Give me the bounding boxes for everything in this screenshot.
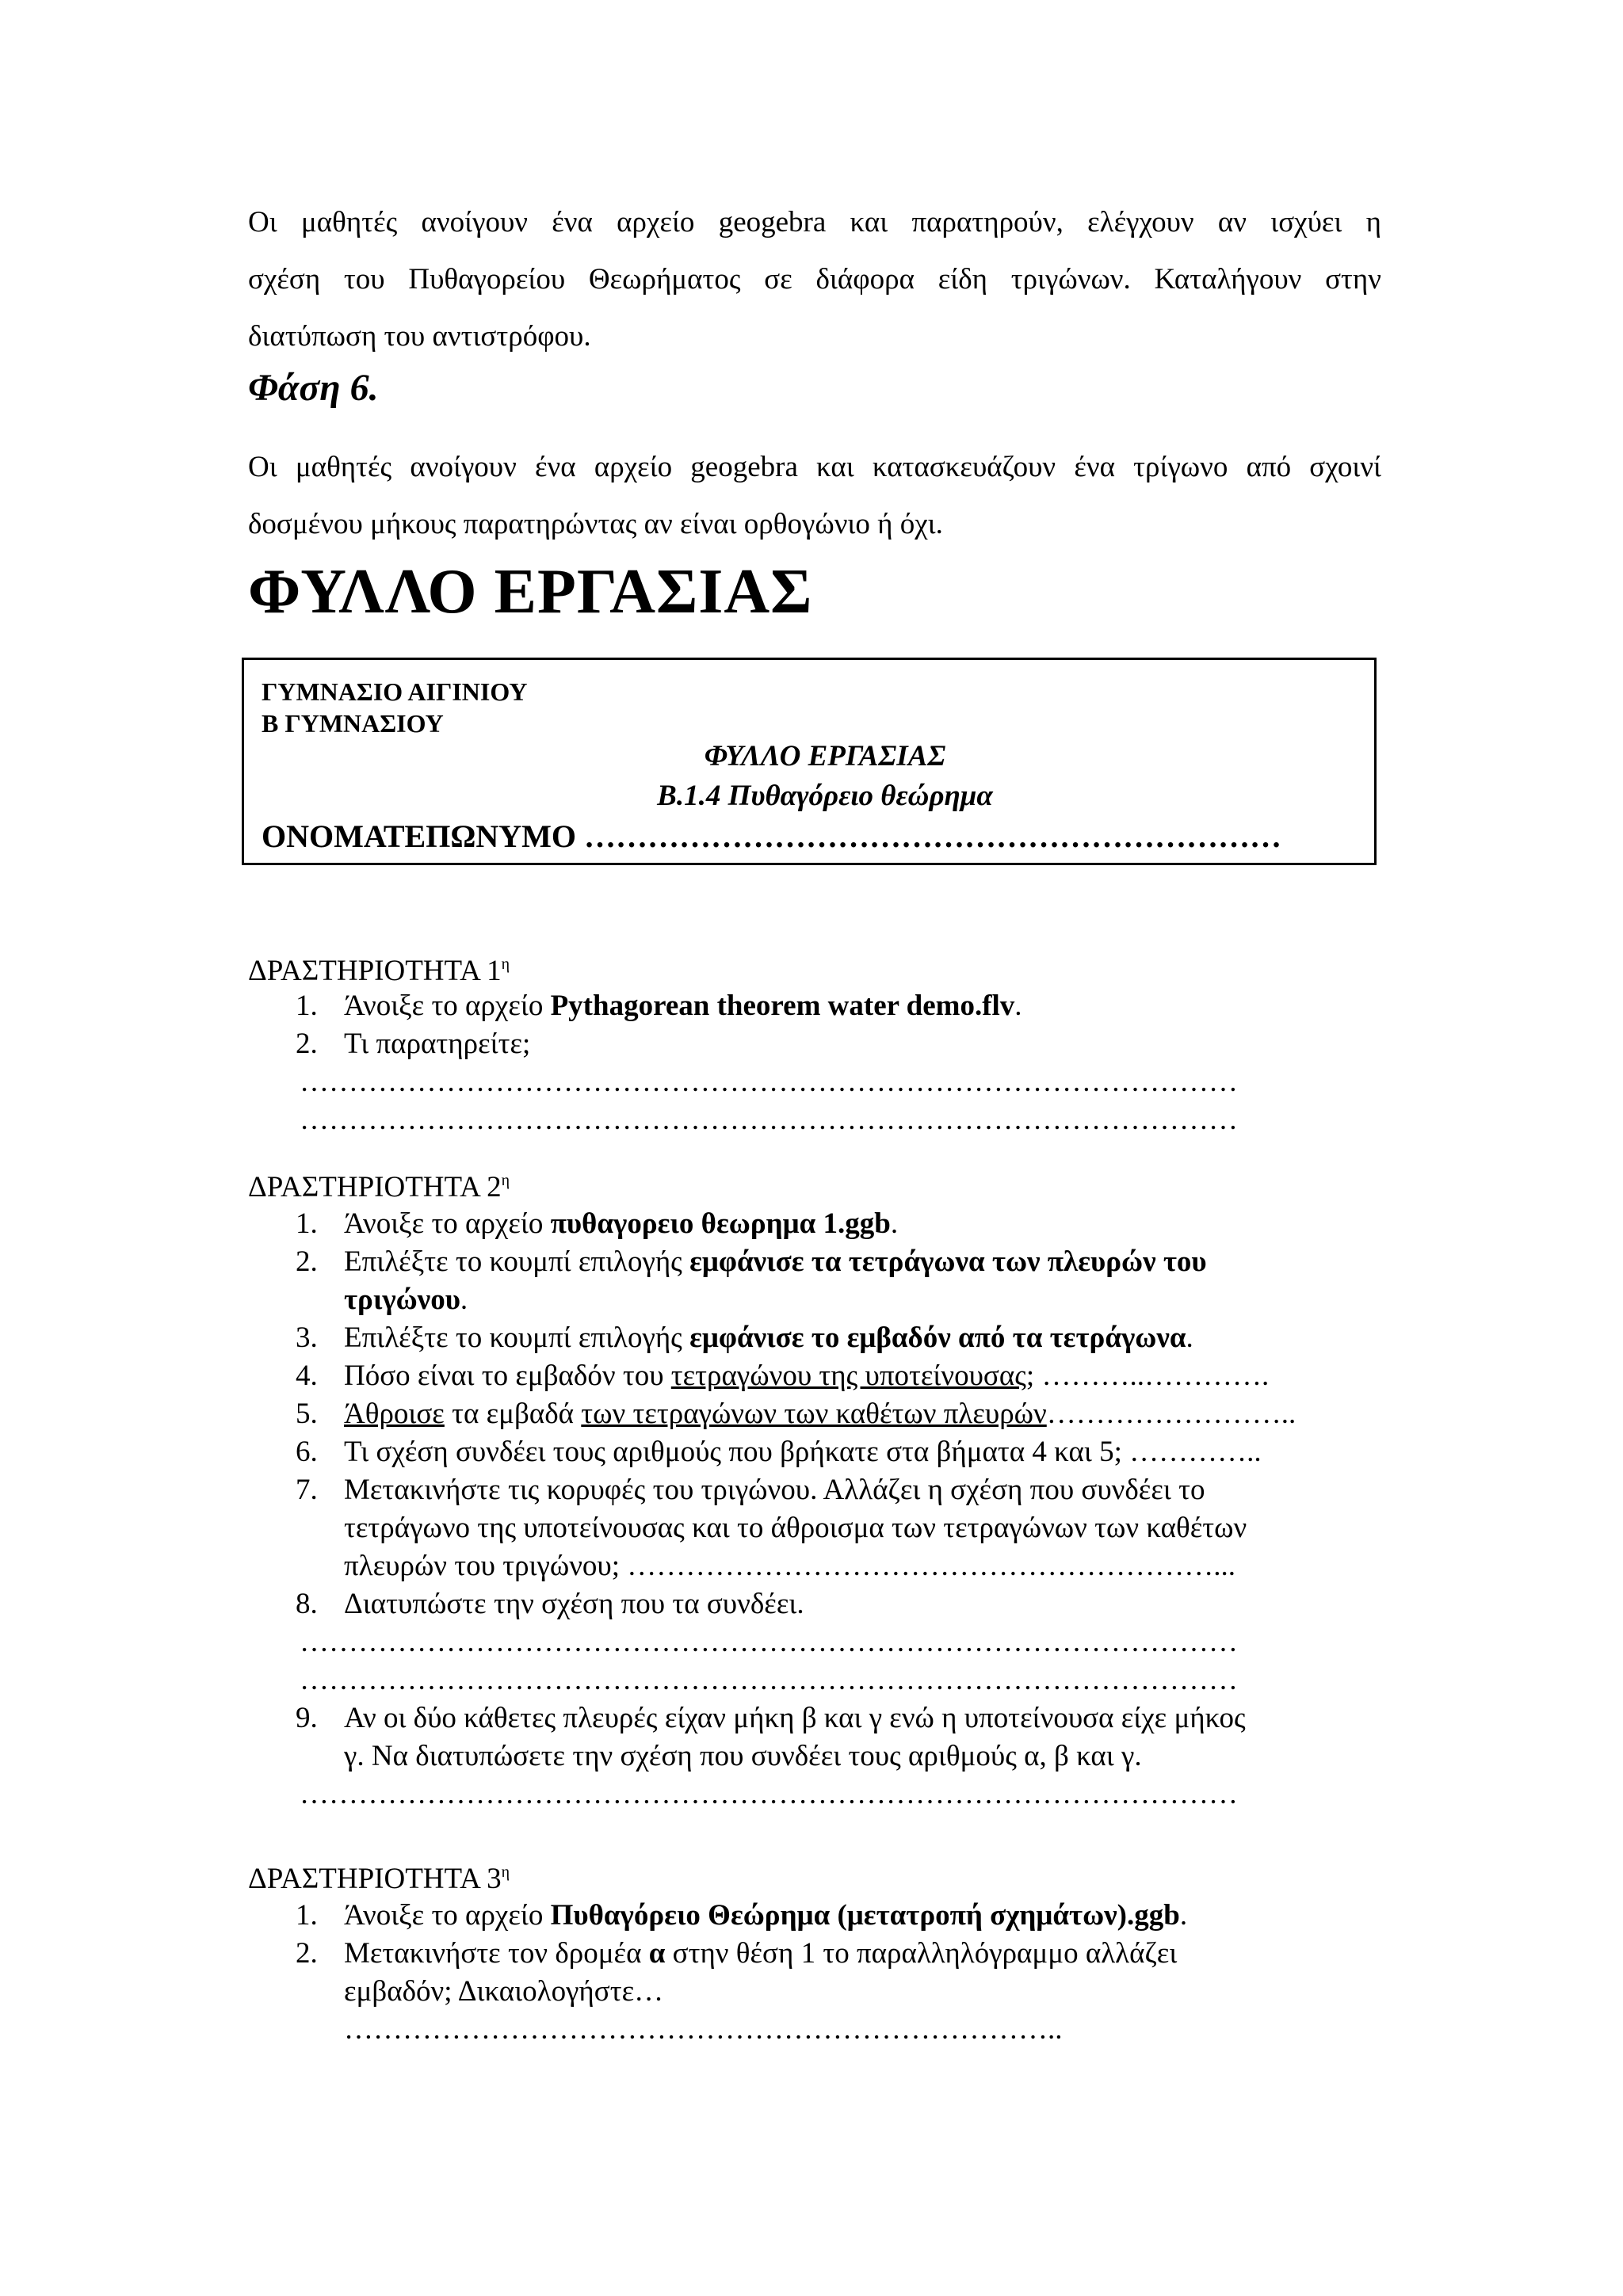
option-name: εμφάνισε τα τετράγωνα των πλευρών του [689,1245,1207,1278]
item-number: 8. [296,1588,318,1620]
option-name: εμφάνισε το εμβαδόν από τα τετράγωνα [689,1322,1186,1354]
item-number: 9. [296,1702,318,1734]
underlined-text: τετραγώνου της υποτείνουσας [670,1360,1026,1392]
answer-line[interactable]: …………………………………………………………………………………… [300,1664,1238,1696]
answer-line[interactable]: ……………………………………………………………….. [344,2013,1063,2046]
activity-3-list [248,1897,1389,2049]
item-number: 1. [296,1899,318,1932]
school-name: ΓΥΜΝΑΣΙΟ ΑΙΓΙΝΙΟΥ [262,677,528,706]
activity-3-sup: η [501,1863,510,1881]
item-number: 2. [296,1245,318,1278]
item-text: Πόσο είναι το εμβαδόν του τετραγώνου της υποτείνουσας; ………..…………. [344,1360,1270,1392]
box-subtitle: Β.1.4 Πυθαγόρειο θεώρημα [657,780,993,812]
item-text-cont: τριγώνου. [344,1283,468,1316]
answer-line[interactable]: …………………………………………………………………………………… [300,1104,1238,1136]
list-item [248,1243,1389,1319]
activity-1-heading [248,952,510,990]
item-text: Τι παρατηρείτε; [344,1028,531,1060]
item-text-cont: εμβαδόν; Δικαιολογήστε… [344,1975,664,2008]
worksheet-title: ΦΥΛΛΟ ΕΡΓΑΣΙΑΣ [248,557,813,627]
item-number: 2. [296,1937,318,1970]
list-item [248,1897,1389,1935]
item-text: Μετακινήστε τον δρομέα α στην θέση 1 το παραλληλόγραμμο αλλάζει [344,1937,1178,1970]
activity-1-list [248,987,1389,1139]
item-number: 1. [296,990,318,1022]
item-text: Άνοιξε το αρχείο πυθαγορειο θεωρημα 1.ggb. [344,1207,899,1240]
file-name: Pythagorean theorem water demo.flv [550,990,1015,1022]
intro-line-2: σχέση του Πυθαγορείου Θεωρήματος σε διάφορα είδη τριγώνων. Καταλήγουν στην [248,263,1381,296]
item-text: Διατυπώστε την σχέση που τα συνδέει. [344,1588,804,1620]
list-item [248,1319,1389,1357]
item-text: Μετακινήστε τις κορυφές του τριγώνου. Αλλάζει η σχέση που συνδέει το [344,1474,1205,1506]
item-text: Τι σχέση συνδέει τους αριθμούς που βρήκατε στα βήματα 4 και 5; ………….. [344,1436,1262,1468]
list-item [248,1699,1389,1775]
list-item [248,1585,1389,1623]
class-name: Β ΓΥΜΝΑΣΙΟΥ [262,709,444,738]
item-text: Άθροισε τα εμβαδά των τετραγώνων των καθέτων πλευρών…………………….. [344,1398,1296,1430]
item-text-cont: γ. Να διατυπώσετε την σχέση που συνδέει τους αριθμούς α, β και γ. [344,1740,1142,1772]
activity-2-list [248,1205,1389,1814]
name-label: ΟΝΟΜΑΤΕΠΩΝΥΜΟ [262,818,577,854]
list-item [248,1935,1389,2011]
underlined-text: των τετραγώνων των καθέτων πλευρών [581,1398,1047,1430]
item-number: 5. [296,1398,318,1430]
student-name-field[interactable] [262,817,1281,856]
item-text: Επιλέξτε το κουμπί επιλογής εμφάνισε το εμβαδόν από τα τετράγωνα. [344,1322,1193,1354]
list-item [248,1395,1389,1433]
item-number: 4. [296,1360,318,1392]
phase-paragraph [248,439,1381,553]
option-name-cont: τριγώνου [344,1283,460,1316]
intro-line-1: Οι μαθητές ανοίγουν ένα αρχείο geogebra και παρατηρούν, ελέγχουν αν ισχύει η [248,206,1381,238]
list-item [248,1357,1389,1395]
activity-1-sup: η [501,955,510,973]
item-text: Επιλέξτε το κουμπί επιλογής εμφάνισε τα τετράγωνα των πλευρών του [344,1245,1207,1278]
list-item [248,1025,1389,1063]
list-item [248,1471,1389,1585]
worksheet-header-box [242,658,1377,865]
item-number: 3. [296,1322,318,1354]
item-text: Άνοιξε το αρχείο Pythagorean theorem water demo.flv. [344,990,1022,1022]
activity-2-sup: η [501,1172,510,1189]
slider-name: α [648,1937,666,1970]
activity-2-label: ΔΡΑΣΤΗΡΙΟΤΗΤΑ 2 [248,1171,502,1203]
activity-2-heading [248,1169,510,1207]
item-text-cont: τετράγωνο της υποτείνουσας και το άθροισμα των τετραγώνων των καθέτων [344,1512,1247,1544]
underlined-text: Άθροισε [344,1398,445,1430]
phase-line-2: δοσμένου μήκους παρατηρώντας αν είναι ορθογώνιο ή όχι. [248,508,943,540]
phase-line-1: Οι μαθητές ανοίγουν ένα αρχείο geogebra και κατασκευάζουν ένα τρίγωνο από σχοινί [248,451,1381,483]
list-item [248,1433,1389,1471]
item-number: 1. [296,1207,318,1240]
activity-3-heading [248,1860,510,1898]
activity-1-label: ΔΡΑΣΤΗΡΙΟΤΗΤΑ 1 [248,955,502,987]
item-number: 6. [296,1436,318,1468]
item-number: 2. [296,1028,318,1060]
phase-heading: Φάση 6. [248,367,379,409]
intro-line-3: διατύπωση του αντιστρόφου. [248,320,591,353]
file-name: Πυθαγόρειο Θεώρημα (μετατροπή σχημάτων).ggb [550,1899,1180,1932]
answer-line[interactable]: …………………………………………………………………………………… [300,1626,1238,1658]
answer-line[interactable]: …………………………………………………………………………………… [300,1778,1238,1810]
item-text: Άνοιξε το αρχείο Πυθαγόρειο Θεώρημα (μετατροπή σχημάτων).ggb. [344,1899,1188,1932]
intro-paragraph [248,194,1381,365]
item-text: Αν οι δύο κάθετες πλευρές είχαν μήκη β και γ ενώ η υποτείνουσα είχε μήκος [344,1702,1246,1734]
item-text-cont: πλευρών του τριγώνου; ……………………………………………………... [344,1550,1236,1582]
answer-line[interactable]: …………………………………………………………………………………… [300,1066,1238,1098]
list-item [248,987,1389,1025]
name-dots: ………………………………………………………… [584,818,1282,854]
file-name: πυθαγορειο θεωρημα 1.ggb [550,1207,891,1240]
item-number: 7. [296,1474,318,1506]
box-title: ΦΥΛΛΟ ΕΡΓΑΣΙΑΣ [704,740,946,772]
activity-3-label: ΔΡΑΣΤΗΡΙΟΤΗΤΑ 3 [248,1863,502,1895]
list-item [248,1205,1389,1243]
